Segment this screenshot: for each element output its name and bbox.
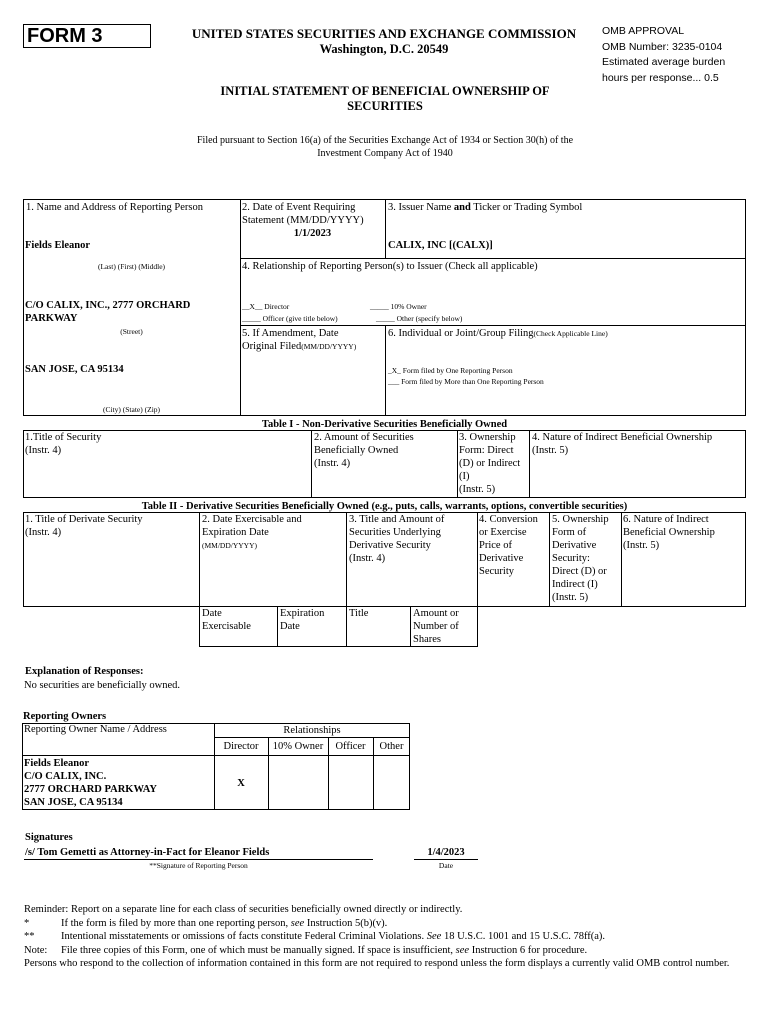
form-title bbox=[150, 84, 620, 114]
table2-col-line: 1. Title of Derivate Security bbox=[25, 514, 143, 525]
table2-col-nature bbox=[623, 513, 715, 552]
table2-col-ownership bbox=[552, 513, 609, 604]
box5-label-small: (MM/DD/YYYY) bbox=[301, 342, 357, 351]
owners-col-name: Reporting Owner Name / Address bbox=[24, 724, 167, 735]
omb-line: hours per response... 0.5 bbox=[602, 71, 719, 84]
table2-col-line: 6. Nature of Indirect bbox=[623, 514, 709, 525]
explanation-text: No securities are beneficially owned. bbox=[24, 680, 180, 691]
director-checkbox: __X__ Director bbox=[242, 302, 290, 311]
box3-label bbox=[388, 202, 582, 213]
note-text: 18 U.S.C. 1001 and 15 U.S.C. 78ff(a). bbox=[441, 931, 606, 942]
table1-col-line: 3. Ownership bbox=[459, 432, 516, 443]
table1-col-line: (Instr. 4) bbox=[314, 458, 351, 469]
table1-col-line: (Instr. 5) bbox=[532, 445, 569, 456]
table2-col-line: Security: bbox=[552, 553, 590, 564]
note-text: Instruction 5(b)(v). bbox=[304, 917, 388, 929]
subcol-line: Date bbox=[280, 621, 300, 632]
table2-col-title bbox=[25, 513, 143, 539]
note-text: If the form is filed by more than one reporting person, bbox=[61, 917, 291, 929]
subcol-line: Expiration bbox=[280, 608, 325, 619]
owner-row-line: SAN JOSE, CA 95134 bbox=[24, 797, 123, 808]
box2-label bbox=[242, 201, 364, 227]
table1-col-ownership bbox=[459, 431, 520, 496]
reporting-person-street: C/O CALIX, INC., 2777 ORCHARD PARKWAY bbox=[25, 300, 191, 324]
filed-pursuant bbox=[120, 134, 650, 160]
subcol-date-exercisable bbox=[202, 607, 251, 633]
box4-label: 4. Relationship of Reporting Person(s) to Issuer (Check all applicable) bbox=[242, 261, 538, 272]
filed-line: Investment Company Act of 1940 bbox=[317, 148, 453, 159]
note-text: Intentional misstatements or omissions of facts constitute Federal Criminal Violations. bbox=[61, 931, 427, 942]
table2-col-line: Direct (D) or bbox=[552, 566, 607, 577]
owners-sub-director: Director bbox=[223, 741, 259, 752]
box5-label bbox=[242, 327, 356, 353]
footer-notes bbox=[24, 903, 746, 971]
subcol-title: Title bbox=[349, 608, 369, 619]
form-title-line: INITIAL STATEMENT OF BENEFICIAL OWNERSHIP OF bbox=[220, 84, 550, 98]
owners-sub-ten-percent: 10% Owner bbox=[272, 741, 324, 752]
table2-col-underlying bbox=[349, 513, 444, 565]
table2-col-line: (MM/DD/YYYY) bbox=[202, 541, 257, 550]
table1-col-line: (Instr. 4) bbox=[25, 445, 62, 456]
subcol-line: Shares bbox=[413, 634, 441, 645]
box6-label-small: (Check Applicable Line) bbox=[533, 329, 608, 338]
table2-col-line: 4. Conversion bbox=[479, 514, 538, 525]
omb-approval bbox=[602, 24, 725, 86]
filing-option-multiple: ___ Form filed by More than One Reporting Person bbox=[388, 377, 544, 386]
table2-col-line: Expiration Date bbox=[202, 527, 269, 538]
footer-note-2 bbox=[24, 930, 746, 944]
box5-label-line: 5. If Amendment, Date bbox=[242, 328, 339, 339]
omb-line: Estimated average burden bbox=[602, 56, 726, 68]
signature-text: /s/ Tom Gemetti as Attorney-in-Fact for Eleanor Fields bbox=[25, 847, 270, 858]
agency-location: Washington, D.C. 20549 bbox=[319, 42, 449, 56]
table1-col-line: (Instr. 5) bbox=[459, 484, 496, 495]
table1-col-line: Form: Direct bbox=[459, 445, 514, 456]
table2-col-line: 5. Ownership bbox=[552, 514, 609, 525]
table1-col-line: 2. Amount of Securities bbox=[314, 432, 414, 443]
box1-label: 1. Name and Address of Reporting Person bbox=[26, 202, 204, 213]
table2-col-line: 3. Title and Amount of bbox=[349, 514, 445, 525]
box6-label bbox=[388, 328, 608, 339]
note-text: File three copies of this Form, one of which must be manually signed. If space is insufficient, bbox=[61, 944, 456, 956]
table2-col-line: Price of bbox=[479, 540, 512, 551]
footer-note-3 bbox=[24, 944, 746, 958]
form-label: FORM 3 bbox=[23, 24, 151, 48]
owner-row-line: Fields Eleanor bbox=[24, 758, 90, 769]
footer-reminder: Reminder: Report on a separate line for each class of securities beneficially owned directly or indirectly. bbox=[24, 904, 463, 915]
table2-col-line: Derivative Security bbox=[349, 540, 431, 551]
table2-col-line: or Exercise bbox=[479, 527, 527, 538]
issuer-name-value: CALIX, INC [(CALX)] bbox=[388, 240, 493, 251]
box5-label-line: Original Filed bbox=[242, 341, 302, 352]
ten-percent-owner-checkbox: _____ 10% Owner bbox=[370, 302, 427, 311]
form-title-line: SECURITIES bbox=[347, 99, 423, 113]
subcol-amount bbox=[413, 607, 459, 646]
table1-col-title bbox=[25, 431, 101, 457]
filing-option-one: _X_ Form filed by One Reporting Person bbox=[388, 366, 513, 375]
table2-col-line: (Instr. 5) bbox=[552, 592, 589, 603]
owner-director-mark: X bbox=[237, 778, 245, 789]
subcol-line: Exercisable bbox=[202, 621, 251, 632]
subcol-line: Number of bbox=[413, 621, 459, 632]
note-mark: * bbox=[24, 917, 30, 929]
signature-date: 1/4/2023 bbox=[427, 847, 465, 858]
table2-col-line: Derivative bbox=[552, 540, 597, 551]
owners-sub-other: Other bbox=[379, 741, 404, 752]
owner-row bbox=[24, 757, 157, 809]
table1-title: Table I - Non-Derivative Securities Beneficially Owned bbox=[261, 419, 508, 430]
signature-caption: **Signature of Reporting Person bbox=[149, 861, 248, 870]
box6-label-main: 6. Individual or Joint/Group Filing bbox=[388, 328, 534, 339]
omb-line: OMB APPROVAL bbox=[602, 25, 685, 37]
explanation-heading: Explanation of Responses: bbox=[25, 666, 144, 677]
table2-col-line: Security bbox=[479, 566, 514, 577]
table2-col-line: Beneficial Ownership bbox=[623, 527, 715, 538]
omb-line: OMB Number: 3235-0104 bbox=[602, 40, 723, 53]
signatures-heading: Signatures bbox=[25, 832, 73, 843]
note-mark: ** bbox=[24, 931, 35, 942]
table2-col-conversion bbox=[479, 513, 538, 578]
name-caption: (Last) (First) (Middle) bbox=[97, 262, 166, 271]
table2-col-line: Securities Underlying bbox=[349, 527, 441, 538]
table1-col-line: Beneficially Owned bbox=[314, 445, 399, 456]
table2-col-line: (Instr. 5) bbox=[623, 540, 660, 551]
footer-persons: Persons who respond to the collection of information contained in this form are not required to respond unless the form displays a currently valid OMB control number. bbox=[24, 958, 730, 969]
other-checkbox: _____ Other (specify below) bbox=[376, 314, 463, 323]
table1-col-line: (D) or Indirect bbox=[459, 458, 521, 469]
subcol-expiration-date bbox=[280, 607, 324, 633]
table1-col-nature bbox=[532, 431, 712, 457]
filed-line: Filed pursuant to Section 16(a) of the Securities Exchange Act of 1934 or Section 30(h) of the bbox=[196, 135, 574, 146]
table2-col-line: 2. Date Exercisable and bbox=[202, 514, 302, 525]
table2-col-line: Indirect (I) bbox=[552, 579, 598, 590]
note-mark: Note: bbox=[24, 944, 48, 956]
table2-col-line: Form of bbox=[552, 527, 587, 538]
note-see: see bbox=[290, 917, 305, 929]
box3-label-post: Ticker or Trading Symbol bbox=[470, 202, 583, 213]
table1-col-line: 1.Title of Security bbox=[25, 432, 102, 443]
reporting-owners-heading: Reporting Owners bbox=[23, 711, 107, 722]
table1-col-line: (I) bbox=[459, 471, 470, 482]
box2-label-line: 2. Date of Event Requiring bbox=[242, 202, 356, 213]
reporting-person-city: SAN JOSE, CA 95134 bbox=[25, 364, 124, 375]
subcol-line: Amount or bbox=[413, 608, 459, 619]
city-caption: (City) (State) (Zip) bbox=[102, 405, 161, 414]
agency-title: UNITED STATES SECURITIES AND EXCHANGE COMMISSION bbox=[191, 26, 577, 41]
event-date-value: 1/1/2023 bbox=[293, 228, 332, 239]
owners-sub-officer: Officer bbox=[335, 741, 366, 752]
owner-row-line: 2777 ORCHARD PARKWAY bbox=[24, 784, 158, 795]
table2-col-line: Derivative bbox=[479, 553, 524, 564]
box3-label-and: and bbox=[453, 202, 471, 213]
street-caption: (Street) bbox=[120, 327, 143, 336]
table1-col-line: 4. Nature of Indirect Beneficial Ownership bbox=[532, 432, 713, 443]
note-text: Instruction 6 for procedure. bbox=[469, 944, 588, 956]
table1-col-amount bbox=[314, 431, 414, 470]
table2-col-line: (Instr. 4) bbox=[25, 527, 62, 538]
officer-checkbox: _____ Officer (give title below) bbox=[242, 314, 338, 323]
owners-col-relationships: Relationships bbox=[283, 725, 341, 736]
box2-label-line: Statement (MM/DD/YYYY) bbox=[242, 215, 364, 226]
table2-col-line: (Instr. 4) bbox=[349, 553, 386, 564]
footer-note-1 bbox=[24, 917, 746, 931]
note-see: see bbox=[455, 944, 470, 956]
subcol-line: Date bbox=[202, 608, 222, 619]
note-see: See bbox=[426, 931, 442, 942]
reporting-person-name: Fields Eleanor bbox=[25, 240, 91, 251]
box3-label-pre: 3. Issuer Name bbox=[388, 202, 454, 213]
signature-date-caption: Date bbox=[438, 861, 454, 870]
table2-col-dates bbox=[202, 513, 302, 552]
owner-row-line: C/O CALIX, INC. bbox=[24, 771, 107, 782]
table2-title: Table II - Derivative Securities Beneficially Owned (e.g., puts, calls, warrants, options, convertible securities) bbox=[141, 501, 628, 512]
